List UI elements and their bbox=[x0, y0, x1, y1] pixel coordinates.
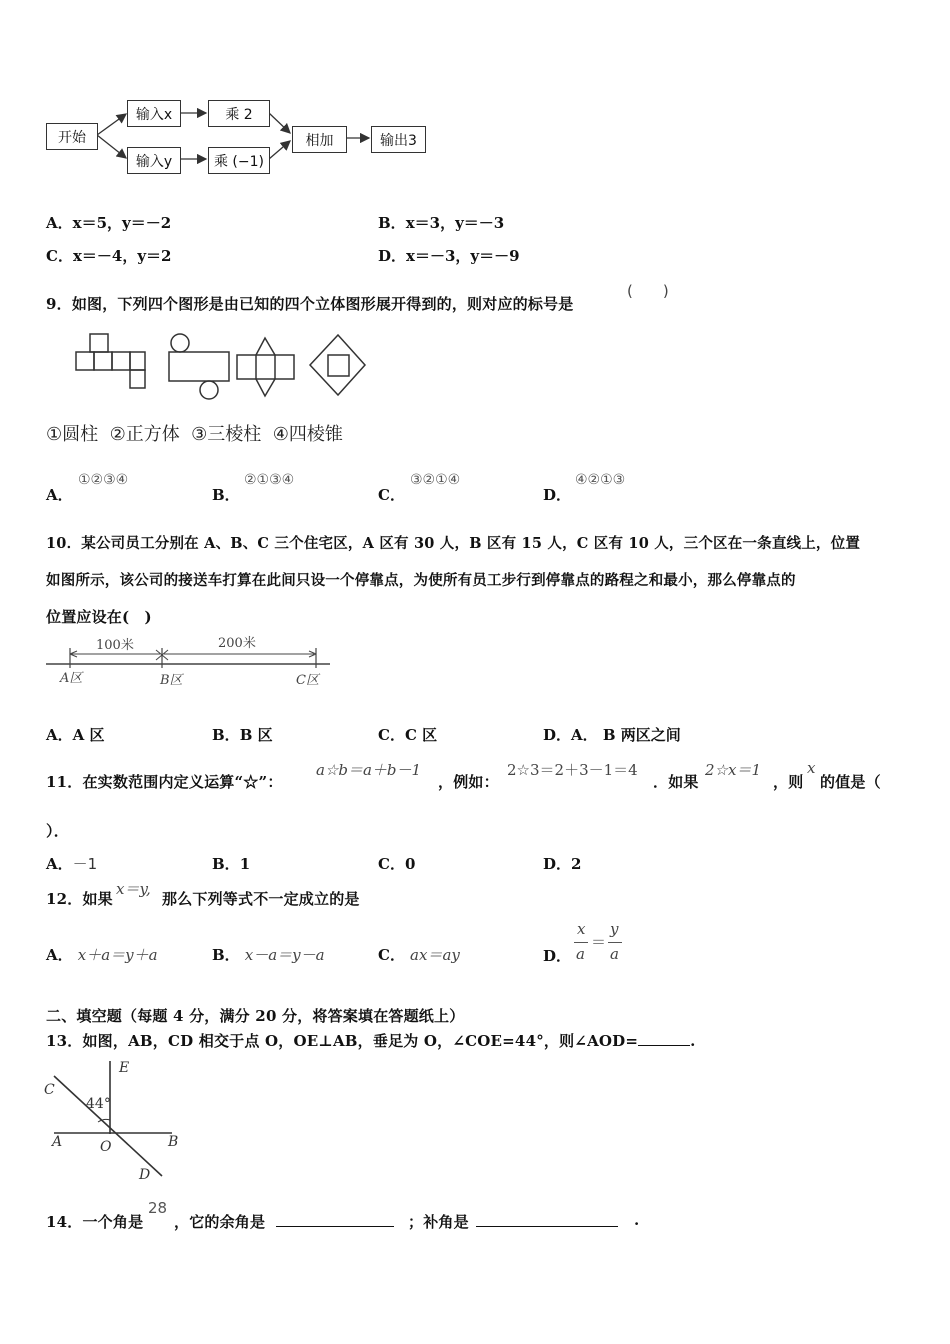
flow-input-y-box: 输入y bbox=[127, 147, 181, 174]
cube-net bbox=[76, 334, 145, 388]
option-letter: D． bbox=[543, 726, 572, 744]
q11-definition: a☆b＝a＋b－1 bbox=[316, 761, 422, 779]
flow-start-box: 开始 bbox=[46, 123, 98, 150]
fraction-denominator-a: a bbox=[576, 945, 585, 963]
option-letter: D． bbox=[378, 247, 407, 265]
q12-option-d[interactable] bbox=[543, 920, 633, 970]
q11-mid2: ．如果 bbox=[653, 773, 699, 791]
option-text: ax＝ay bbox=[410, 946, 460, 964]
q13-angle-label: 44° bbox=[86, 1096, 111, 1112]
option-text: A． B 两区之间 bbox=[571, 726, 681, 744]
q14-mid: ，它的余角是 bbox=[174, 1213, 266, 1231]
q10-label-b: B区 bbox=[160, 673, 183, 688]
option-letter: A． bbox=[46, 855, 73, 873]
fraction-denominator-a: a bbox=[610, 945, 619, 963]
q10-line3: 位置应设在( ) bbox=[46, 608, 152, 626]
option-letter: A． bbox=[46, 726, 73, 744]
q9-stem: 9．如图，下列四个图形是由已知的四个立体图形展开得到的，则对应的标号是 bbox=[46, 295, 574, 313]
q11-mid1: ，例如： bbox=[438, 773, 499, 791]
q11-option-d[interactable] bbox=[543, 853, 581, 874]
option-letter: C． bbox=[378, 946, 405, 964]
q8-option-a[interactable] bbox=[46, 212, 171, 233]
q13-label-d: D bbox=[139, 1167, 151, 1182]
option-letter: B． bbox=[212, 726, 240, 744]
option-text: －1 bbox=[72, 855, 98, 873]
section-2-heading: 二、填空题（每题 4 分，满分 20 分，将答案填在答题纸上） bbox=[46, 1007, 465, 1025]
option-text: C 区 bbox=[404, 726, 438, 744]
option-text: ③②①④ bbox=[410, 472, 461, 488]
option-letter: C． bbox=[378, 855, 405, 873]
q12-option-a[interactable] bbox=[46, 944, 158, 965]
option-letter: D． bbox=[543, 855, 572, 873]
q12-prefix: 12．如果 bbox=[46, 890, 113, 908]
q14-value: 28 bbox=[148, 1199, 168, 1217]
q14-supplement-blank[interactable] bbox=[476, 1212, 618, 1227]
q10-number-line bbox=[46, 632, 336, 692]
q9-solids-labels: ①圆柱 ②正方体 ③三棱柱 ④四棱锥 bbox=[46, 424, 343, 445]
q11-prefix: 11．在实数范围内定义运算“☆”： bbox=[46, 773, 283, 791]
flow-add-box: 相加 bbox=[292, 126, 347, 153]
q9-answer-paren: ( ) bbox=[627, 282, 669, 300]
q13-label-c: C bbox=[44, 1082, 55, 1098]
q13-label-o: O bbox=[100, 1139, 112, 1155]
q10-option-d[interactable] bbox=[543, 724, 681, 745]
flow-output-box: 输出3 bbox=[371, 126, 426, 153]
option-letter: A． bbox=[46, 946, 73, 964]
option-letter: D． bbox=[543, 486, 572, 504]
q14-complement-blank[interactable] bbox=[276, 1212, 394, 1227]
pyramid-net bbox=[310, 335, 365, 395]
option-text: ①②③④ bbox=[78, 472, 129, 488]
flow-input-x-box: 输入x bbox=[127, 100, 181, 127]
q14-end: . bbox=[634, 1211, 640, 1229]
option-text: x＝－4，y＝2 bbox=[72, 247, 172, 265]
fraction-numerator-y: y bbox=[610, 920, 619, 938]
option-text: 1 bbox=[239, 855, 251, 873]
option-letter: D． bbox=[543, 947, 572, 965]
q11-condition: 2☆x＝1 bbox=[705, 761, 761, 779]
q14-sep: ；补角是 bbox=[408, 1213, 469, 1231]
q11-option-b[interactable] bbox=[212, 853, 250, 874]
option-text: x＝5，y＝－2 bbox=[72, 214, 172, 232]
option-letter: A． bbox=[46, 486, 73, 504]
q8-option-d[interactable] bbox=[378, 245, 520, 266]
q11-suffix: 的值是（ bbox=[820, 773, 881, 791]
option-text: ②①③④ bbox=[244, 472, 295, 488]
q13-stem bbox=[46, 1030, 696, 1051]
q13-label-e: E bbox=[119, 1060, 130, 1076]
q12-condition: x＝y, bbox=[116, 880, 151, 898]
option-text: B 区 bbox=[239, 726, 273, 744]
option-letter: A． bbox=[46, 214, 73, 232]
q10-dist-100: 100米 bbox=[96, 638, 134, 653]
fraction-bar bbox=[574, 942, 588, 943]
option-text: 2 bbox=[571, 855, 582, 873]
q12-suffix: 那么下列等式不一定成立的是 bbox=[162, 890, 360, 908]
option-text: ④②①③ bbox=[575, 472, 626, 488]
q11-close: ）． bbox=[46, 822, 69, 840]
fraction-numerator-x: x bbox=[577, 920, 586, 938]
option-letter: B． bbox=[212, 486, 240, 504]
q11-mid3: ，则 bbox=[773, 773, 804, 791]
q11-option-c[interactable] bbox=[378, 853, 415, 874]
q11-example: 2☆3＝2＋3－1＝4 bbox=[507, 761, 638, 779]
option-letter: C． bbox=[46, 247, 73, 265]
q9-nets-figure bbox=[70, 333, 380, 401]
equals-sign: ＝ bbox=[591, 933, 607, 951]
q10-dist-200: 200米 bbox=[218, 636, 256, 651]
option-text: x＋a＝y＋a bbox=[77, 946, 158, 964]
q10-option-b[interactable] bbox=[212, 724, 273, 745]
q11-option-a[interactable] bbox=[46, 853, 97, 874]
option-letter: B． bbox=[212, 946, 240, 964]
q10-option-a[interactable] bbox=[46, 724, 105, 745]
q11-var: x bbox=[807, 759, 816, 777]
option-text: x－a＝y－a bbox=[244, 946, 325, 964]
q12-option-c[interactable] bbox=[378, 944, 460, 965]
q14-prefix: 14．一个角是 bbox=[46, 1213, 144, 1231]
q12-option-b[interactable] bbox=[212, 944, 325, 965]
fraction-bar bbox=[608, 942, 622, 943]
option-letter: C． bbox=[378, 726, 405, 744]
flow-times-neg1-box: 乘 (−1) bbox=[208, 147, 270, 174]
prism-net bbox=[237, 338, 294, 396]
q10-line1: 10．某公司员工分别在 A、B、C 三个住宅区，A 区有 30 人，B 区有 15 人，C 区有 10 人，三个区在一条直线上，位置 bbox=[46, 535, 861, 552]
q10-line2: 如图所示，该公司的接送车打算在此间只设一个停靠点，为使所有员工步行到停靠点的路程之和最小，那么停靠点的 bbox=[46, 572, 796, 589]
cylinder-net bbox=[169, 334, 229, 399]
q13-label-a: A bbox=[52, 1134, 63, 1150]
option-letter: C． bbox=[378, 486, 405, 504]
q13-figure bbox=[40, 1058, 180, 1182]
q8-option-c[interactable] bbox=[46, 245, 172, 266]
q8-option-b[interactable] bbox=[378, 212, 504, 233]
q13-text: 13．如图，AB，CD 相交于点 O，OE⊥AB，垂足为 O，∠COE=44°，则∠AOD= bbox=[46, 1032, 639, 1050]
option-letter: B． bbox=[378, 214, 406, 232]
q10-label-a: A区 bbox=[60, 671, 83, 686]
option-text: 0 bbox=[404, 855, 416, 873]
q10-option-c[interactable] bbox=[378, 724, 437, 745]
q13-label-b: B bbox=[168, 1134, 179, 1150]
option-text: A 区 bbox=[72, 726, 105, 744]
q10-label-c: C区 bbox=[296, 673, 319, 688]
option-text: x＝3，y＝－3 bbox=[405, 214, 505, 232]
flow-times-2-box: 乘 2 bbox=[208, 100, 270, 127]
option-text: x＝－3，y＝－9 bbox=[406, 247, 520, 265]
option-letter: B． bbox=[212, 855, 240, 873]
q13-answer-blank[interactable] bbox=[638, 1031, 690, 1046]
q13-end: . bbox=[690, 1032, 696, 1050]
